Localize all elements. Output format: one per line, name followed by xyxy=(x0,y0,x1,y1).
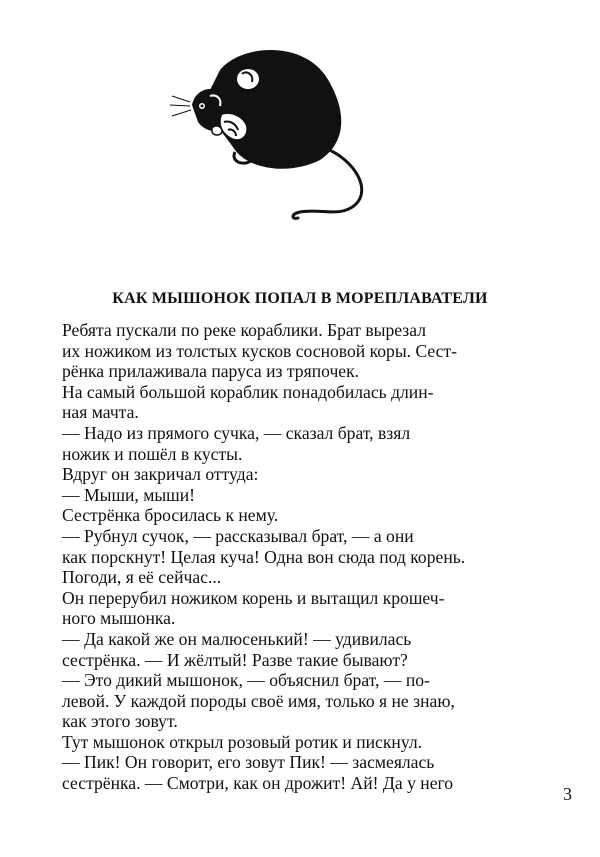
story-line: Ребята пускали по реке кораблики. Брат вырезал xyxy=(62,320,426,340)
story-line: Погоди, я её сейчас... xyxy=(62,567,222,588)
story-line: На самый большой кораблик понадобилась длин- xyxy=(62,381,434,402)
story-line: как этого зовут. xyxy=(62,711,178,732)
story-line: — Надо из прямого сучка, — сказал брат, взял xyxy=(62,422,411,443)
story-line: левой. У каждой породы своё имя, только я не знаю, xyxy=(62,690,455,711)
story-line: — Мыши, мыши! xyxy=(62,484,195,505)
story-text xyxy=(62,320,532,794)
story-line: Он перерубил ножиком корень и вытащил крошеч- xyxy=(62,587,445,608)
story-line: ного мышонка. xyxy=(62,608,176,629)
story-line: Вдруг он закричал оттуда: xyxy=(62,464,259,485)
story-line: Сестрёнка бросилась к нему. xyxy=(62,505,279,526)
story-line: — Пик! Он говорит, его зовут Пик! — засмеялась xyxy=(62,752,435,773)
page-number: 3 xyxy=(563,784,572,804)
story-line: рёнка прилаживала паруса из тряпочек. xyxy=(62,361,360,382)
story-line: ножик и пошёл в кусты. xyxy=(62,443,243,464)
story-line: их ножиком из толстых кусков сосновой коры. Сест- xyxy=(62,340,458,361)
mouse-drawing xyxy=(150,30,390,230)
mouse-illustration xyxy=(150,30,390,230)
story-line: сестрёнка. — Смотри, как он дрожит! Ай! Да у него xyxy=(62,773,454,794)
story-line: — Рубнул сучок, — рассказывал брат, — а они xyxy=(62,525,414,546)
story-line: — Это дикий мышонок, — объяснил брат, — по- xyxy=(62,670,430,691)
story-line: — Да какой же он малюсенький! — удивилась xyxy=(62,628,412,649)
story-line: сестрёнка. — И жёлтый! Разве такие бывают? xyxy=(62,649,408,670)
story-line: ная мачта. xyxy=(62,402,139,423)
story-title: КАК МЫШОНОК ПОПАЛ В МОРЕПЛАВАТЕЛИ xyxy=(112,290,488,307)
story-line: как порскнут! Целая куча! Одна вон сюда под корень. xyxy=(62,546,466,567)
story-line: Тут мышонок открыл розовый ротик и пискнул. xyxy=(62,731,423,752)
